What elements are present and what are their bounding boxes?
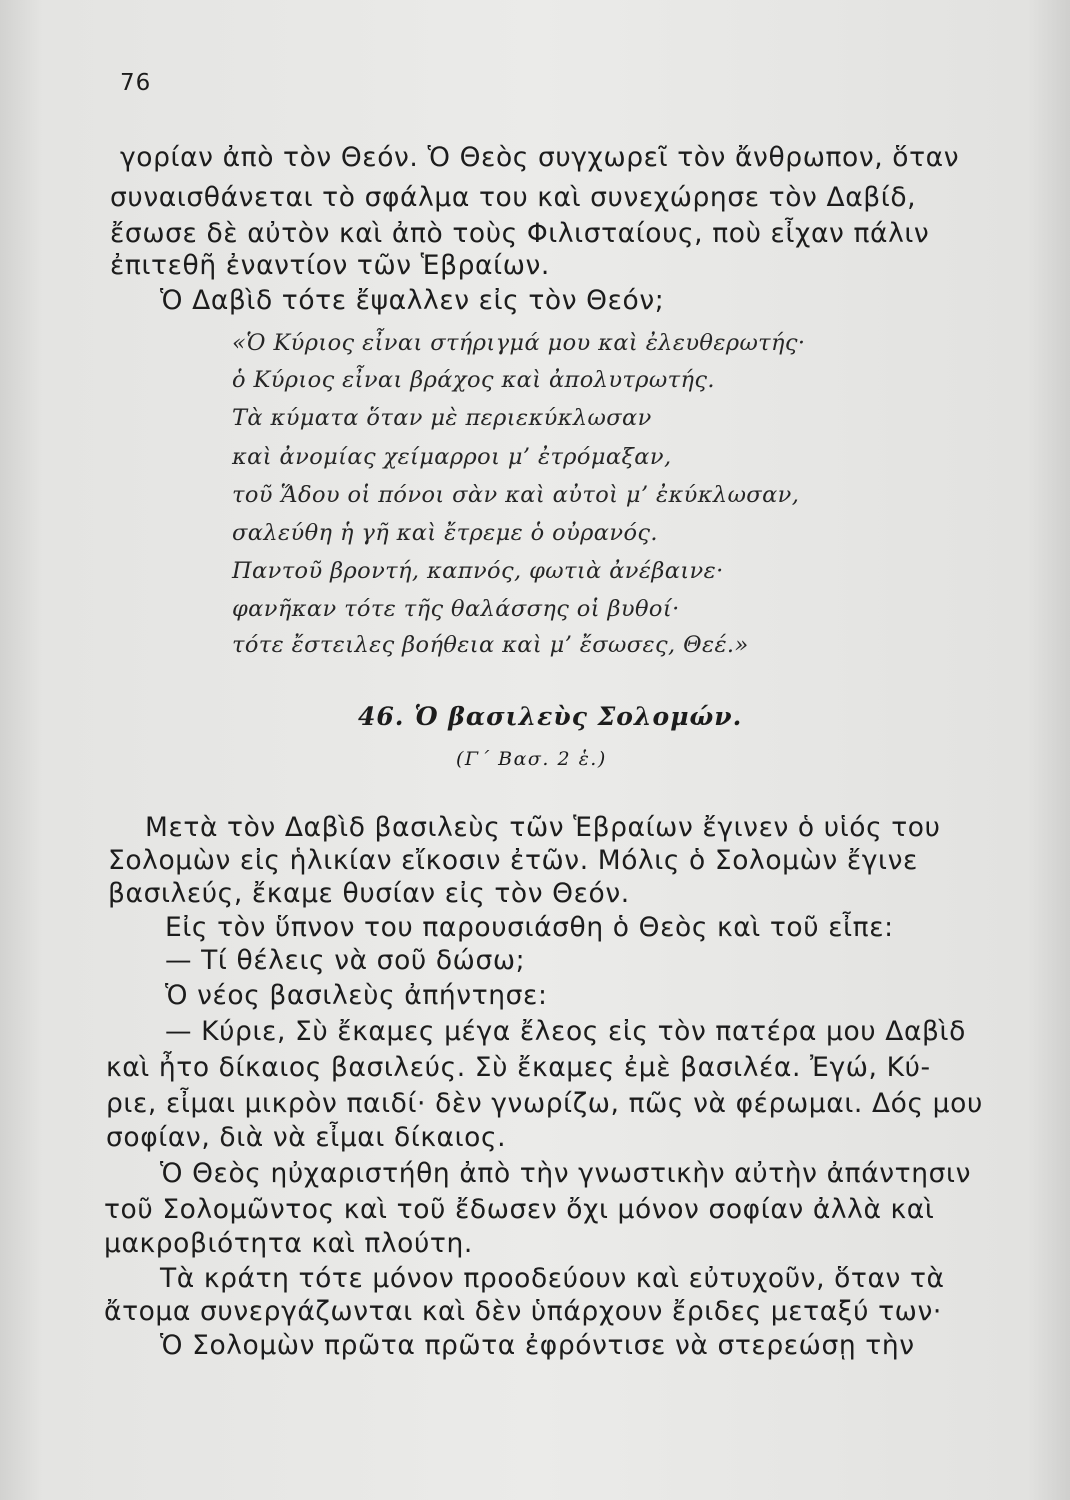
body-line: Εἰς τὸν ὕπνον του παρουσιάσθη ὁ Θεὸς καὶ τοῦ εἶπε: xyxy=(165,912,894,943)
body-line: μακροβιότητα καὶ πλούτη. xyxy=(104,1228,473,1259)
body-line: Σολομὼν εἰς ἡλικίαν εἴκοσιν ἐτῶν. Μόλις ὁ Σολομὼν ἔγινε xyxy=(108,845,918,876)
poem-line: τοῦ Ἅδου οἱ πόνοι σὰν καὶ αὐτοὶ μ’ ἐκύκλωσαν, xyxy=(232,482,800,508)
page-number: 76 xyxy=(120,70,152,96)
poem-line: σαλεύθη ἡ γῆ καὶ ἔτρεμε ὁ οὐρανός. xyxy=(232,520,658,546)
body-line: — Τί θέλεις νὰ σοῦ δώσω; xyxy=(165,945,526,976)
section-title: 46. Ὁ βασιλεὺς Σολομών. xyxy=(358,702,743,731)
body-line: Ὁ νέος βασιλεὺς ἀπήντησε: xyxy=(165,980,548,1011)
poem-line: καὶ ἀνομίας χείμαρροι μ’ ἐτρόμαξαν, xyxy=(232,444,672,470)
body-line: ριε, εἶμαι μικρὸν παιδί· δὲν γνωρίζω, πῶς νὰ φέρωμαι. Δός μου xyxy=(106,1088,983,1119)
body-line: Ὁ Θεὸς ηὐχαριστήθη ἀπὸ τὴν γνωστικὴν αὐτὴν ἀπάντησιν xyxy=(160,1158,971,1189)
intro-line: γορίαν ἀπὸ τὸν Θεόν. Ὁ Θεὸς συγχωρεῖ τὸν ἄνθρωπον, ὅταν xyxy=(120,142,960,173)
body-line: βασιλεύς, ἔκαμε θυσίαν εἰς τὸν Θεόν. xyxy=(108,878,630,909)
poem-line: Τὰ κύματα ὅταν μὲ περιεκύκλωσαν xyxy=(232,405,652,431)
poem-line: τότε ἔστειλες βοήθεια καὶ μ’ ἔσωσες, Θεέ.» xyxy=(232,632,749,658)
intro-line: ἔσωσε δὲ αὐτὸν καὶ ἀπὸ τοὺς Φιλισταίους, ποὺ εἶχαν πάλιν xyxy=(110,218,930,249)
intro-line: ἐπιτεθῆ ἐναντίον τῶν Ἑβραίων. xyxy=(110,250,550,281)
body-line: σοφίαν, διὰ νὰ εἶμαι δίκαιος. xyxy=(106,1122,507,1153)
poem-line: «Ὁ Κύριος εἶναι στήριγμά μου καὶ ἐλευθερωτής· xyxy=(232,330,806,356)
intro-line: Ὁ Δαβὶδ τότε ἔψαλλεν εἰς τὸν Θεόν; xyxy=(160,285,665,316)
body-line: Μετὰ τὸν Δαβὶδ βασιλεὺς τῶν Ἑβραίων ἔγινεν ὁ υἱός του xyxy=(145,812,941,843)
body-line: Ὁ Σολομὼν πρῶτα πρῶτα ἐφρόντισε νὰ στερεώσῃ τὴν xyxy=(160,1330,915,1361)
poem-line: φανῆκαν τότε τῆς θαλάσσης οἱ βυθοί· xyxy=(232,596,680,622)
intro-line: συναισθάνεται τὸ σφάλμα του καὶ συνεχώρησε τὸν Δαβίδ, xyxy=(110,182,917,213)
body-line: Τὰ κράτη τότε μόνον προοδεύουν καὶ εὐτυχοῦν, ὅταν τὰ xyxy=(160,1263,945,1294)
section-reference: (Γ΄ Βασ. 2 ἑ.) xyxy=(456,748,607,770)
body-line: ἄτομα συνεργάζωνται καὶ δὲν ὑπάρχουν ἔριδες μεταξύ των· xyxy=(104,1296,942,1327)
body-line: — Κύριε, Σὺ ἔκαμες μέγα ἔλεος εἰς τὸν πατέρα μου Δαβὶδ xyxy=(165,1016,966,1047)
body-line: καὶ ἦτο δίκαιος βασιλεύς. Σὺ ἔκαμες ἐμὲ βασιλέα. Ἐγώ, Κύ- xyxy=(106,1052,931,1083)
poem-line: Παντοῦ βροντή, καπνός, φωτιὰ ἀνέβαινε· xyxy=(232,558,724,584)
poem-line: ὁ Κύριος εἶναι βράχος καὶ ἀπολυτρωτής. xyxy=(232,367,715,393)
body-line: τοῦ Σολομῶντος καὶ τοῦ ἔδωσεν ὄχι μόνον σοφίαν ἀλλὰ καὶ xyxy=(104,1194,935,1225)
